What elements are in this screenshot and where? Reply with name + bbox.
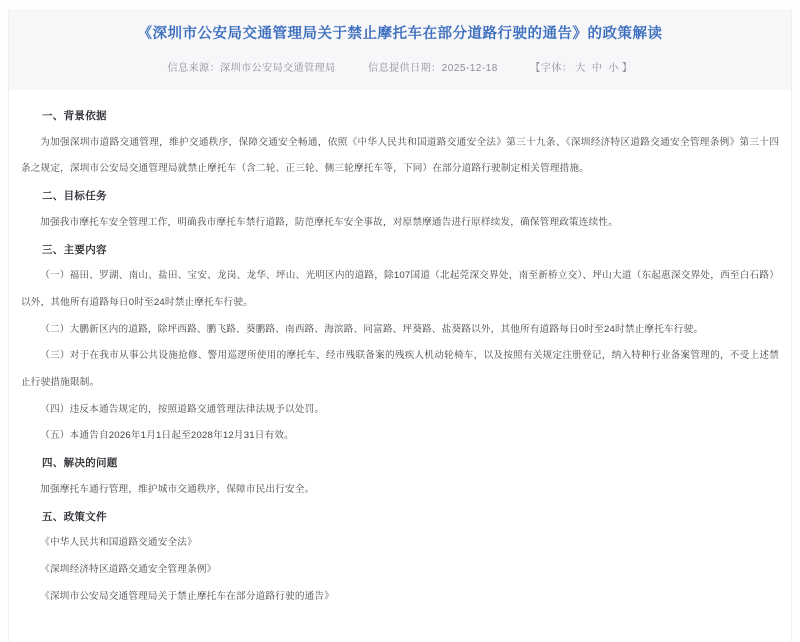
info-source-label: 信息来源：: [167, 63, 221, 74]
main-content-item-4: （四）违反本通告规定的，按照道路交通管理法律法规予以处罚。: [40, 403, 325, 415]
document-panel: [8, 10, 792, 642]
section-heading-goals: 二、目标任务: [42, 190, 107, 203]
main-content-item-5: （五）本通告自2026年1月1日起至2028年12月31日有效。: [40, 430, 294, 442]
section-background-paragraph: 为加强深圳市道路交通管理，维护交通秩序，保障交通安全畅通，依照《中华人民共和国道路交通安全法》第三十九条、《深圳经济特区道路交通安全管理条例》第三十四条之规定，深圳市公安局交通管理局就禁止摩托车（含二轮、正三轮、侧三轮摩托车等，下同）在部分道路行驶制定相关管理措施。: [21, 136, 779, 175]
info-date: [368, 59, 498, 74]
font-size-small-button[interactable]: 小: [608, 63, 619, 74]
section-goals-paragraph: 加强我市摩托车安全管理工作，明确我市摩托车禁行道路，防范摩托车安全事故，对原禁摩通告进行原样续发，确保管理政策连续性。: [40, 216, 619, 228]
section-heading-policy-documents: 五、政策文件: [42, 510, 107, 523]
font-size-large-button[interactable]: 大: [575, 63, 586, 74]
policy-document-3: 《深圳市公安局交通管理局关于禁止摩托车在部分道路行驶的通告》: [40, 590, 334, 602]
main-content-item-2: （二）大鹏新区内的道路，除坪西路、鹏飞路、葵鹏路、南西路、海滨路、同富路、坪葵路、盐葵路以外，其他所有道路每日0时至24时禁止摩托车行驶。: [40, 323, 704, 335]
policy-document-2: 《深圳经济特区道路交通安全管理条例》: [40, 563, 217, 575]
font-size-prefix: 【字体：: [530, 63, 573, 74]
info-date-value: 2025-12-18: [441, 63, 498, 74]
document-header: [9, 11, 791, 90]
font-size-control: [530, 59, 632, 74]
section-heading-background: 一、背景依据: [42, 110, 107, 122]
info-date-label: 信息提供日期：: [368, 63, 442, 74]
policy-document-1: 《中华人民共和国道路交通安全法》: [40, 537, 197, 549]
section-problems-paragraph: 加强摩托车通行管理，维护城市交通秩序，保障市民出行安全。: [40, 483, 315, 495]
section-heading-main-content: 三、主要内容: [42, 243, 107, 256]
document-body: [9, 90, 791, 610]
meta-bar: [29, 59, 771, 74]
main-content-item-3: （三）对于在我市从事公共设施抢修、警用巡逻所使用的摩托车、经市残联备案的残疾人机动轮椅车，以及按照有关规定注册登记，纳入特种行业备案管理的，不受上述禁止行驶措施限制。: [21, 350, 779, 389]
info-source-value: 深圳市公安局交通管理局: [220, 63, 336, 74]
page-title: 《深圳市公安局交通管理局关于禁止摩托车在部分道路行驶的通告》的政策解读: [137, 26, 663, 42]
section-heading-problems-solved: 四、解决的问题: [42, 457, 118, 470]
font-size-medium-button[interactable]: 中: [591, 63, 603, 74]
main-content-item-1: （一）福田、罗湖、南山、盐田、宝安、龙岗、龙华、坪山、光明区内的道路，除107国道（北起莞深交界处，南至新桥立交）、坪山大道（东起惠深交界处，西至白石路）以外，其他所有道路每日0时至24时禁止摩托车行驶。: [21, 270, 779, 308]
font-size-suffix: 】: [621, 63, 633, 74]
info-source: [168, 59, 336, 74]
